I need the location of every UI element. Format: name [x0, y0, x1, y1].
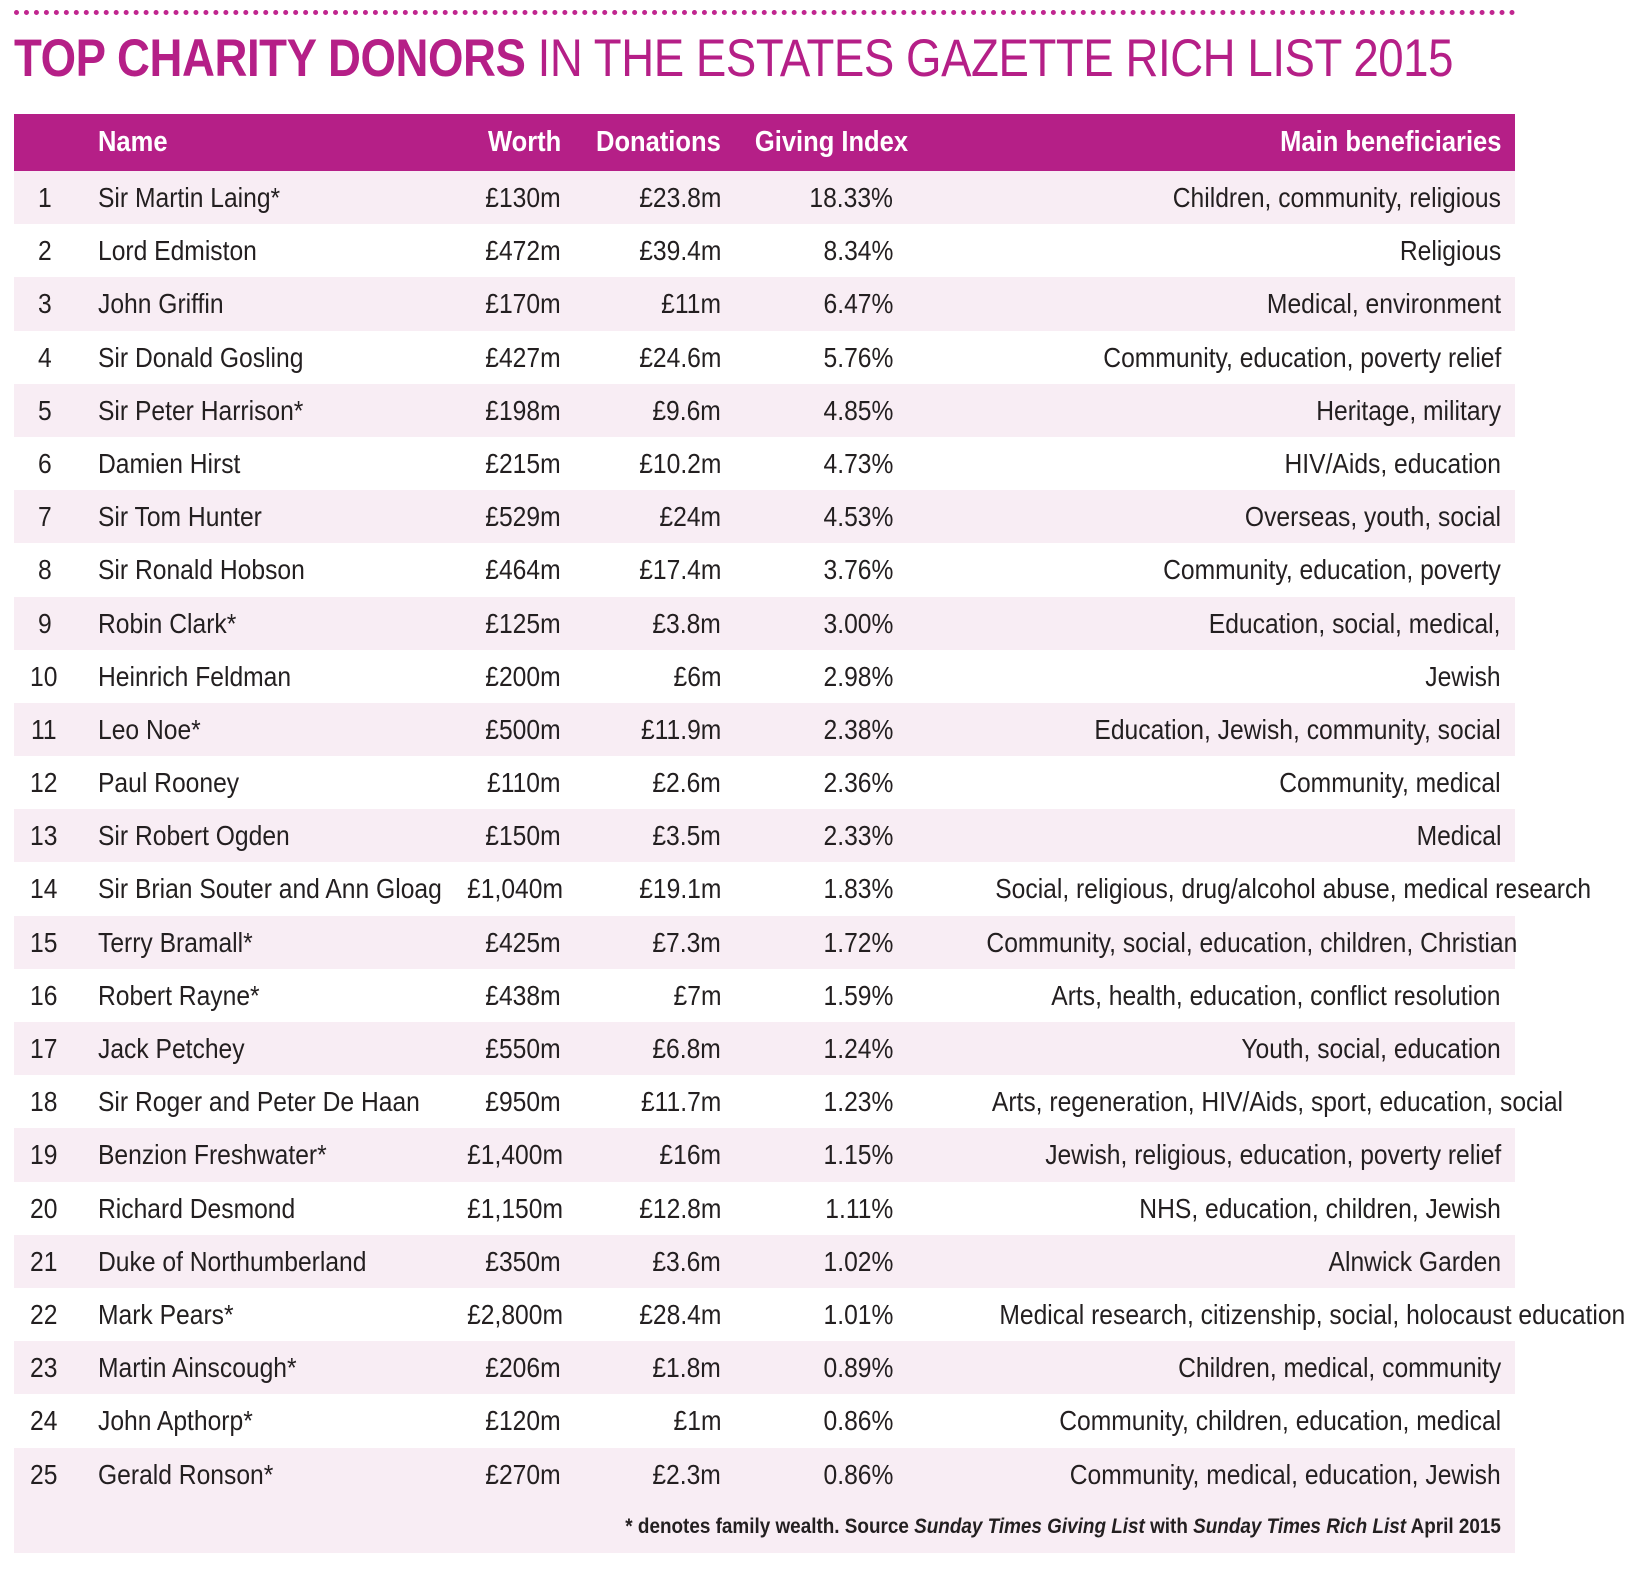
rank-cell: 11 — [31, 713, 58, 745]
donations-cell: £12.8m — [638, 1192, 721, 1224]
donations-cell: £19.1m — [638, 873, 721, 905]
giving-index-cell: 1.24% — [823, 1033, 893, 1064]
donations-cell: £6.8m — [652, 1033, 721, 1064]
donations-cell: £16m — [659, 1139, 721, 1171]
header-rank — [22, 114, 70, 171]
table-row — [14, 437, 1515, 490]
name-cell: Sir Roger and Peter De Haan — [98, 1086, 420, 1118]
table-row — [14, 384, 1515, 437]
table-row — [14, 916, 1518, 969]
worth-cell: £464m — [485, 554, 561, 586]
title-light: IN THE ESTATES GAZETTE RICH LIST 2015 — [525, 29, 1454, 88]
giving-index-cell: 1.83% — [823, 873, 893, 905]
donors-table — [14, 114, 1625, 1553]
footnote-source-giving-list: Sunday Times Giving List — [914, 1514, 1145, 1538]
name-cell: Mark Pears* — [98, 1298, 234, 1330]
beneficiaries-cell: Community, medical, education, Jewish — [1070, 1458, 1501, 1490]
table-row — [14, 969, 1515, 1022]
donations-cell: £10.2m — [638, 447, 721, 479]
header-donations: Donations — [596, 126, 721, 158]
worth-cell: £215m — [485, 447, 561, 479]
name-cell: Duke of Northumberland — [98, 1245, 367, 1277]
beneficiaries-cell: Heritage, military — [1316, 394, 1501, 426]
beneficiaries-cell: Arts, health, education, conflict resolution — [1051, 979, 1501, 1011]
table-row — [14, 756, 1515, 809]
rank-cell: 8 — [38, 554, 52, 586]
rank-cell: 22 — [30, 1298, 58, 1330]
beneficiaries-cell: Youth, social, education — [1241, 1033, 1501, 1064]
beneficiaries-cell: HIV/Aids, education — [1284, 447, 1501, 479]
rank-cell: 10 — [30, 660, 58, 692]
giving-index-cell: 4.53% — [823, 501, 893, 533]
name-cell: Damien Hirst — [98, 447, 241, 479]
worth-cell: £120m — [485, 1405, 561, 1437]
table-row — [14, 1128, 1515, 1181]
table-row — [14, 862, 1592, 915]
name-cell: John Griffin — [98, 288, 224, 320]
giving-index-cell: 1.59% — [823, 979, 893, 1011]
name-cell: Martin Ainscough* — [98, 1352, 297, 1384]
beneficiaries-cell: Medical research, citizenship, social, holocaust education — [999, 1298, 1625, 1330]
beneficiaries-cell: Jewish — [1425, 660, 1501, 692]
table-row — [14, 1288, 1625, 1341]
worth-cell: £206m — [485, 1352, 561, 1384]
giving-index-cell: 3.00% — [823, 607, 893, 639]
rank-cell: 5 — [38, 394, 52, 426]
donations-cell: £3.8m — [652, 607, 721, 639]
rank-cell: 9 — [38, 607, 52, 639]
beneficiaries-cell: Religious — [1399, 235, 1501, 267]
donations-cell: £9.6m — [652, 394, 721, 426]
table-row — [14, 1394, 1515, 1447]
name-cell: Lord Edmiston — [98, 235, 257, 267]
header-worth: Worth — [487, 126, 561, 158]
donations-cell: £3.5m — [652, 820, 721, 852]
table-row — [14, 809, 1515, 862]
rank-cell: 16 — [30, 979, 58, 1011]
giving-index-cell: 4.73% — [823, 447, 893, 479]
giving-index-cell: 2.36% — [823, 767, 893, 799]
rank-cell: 6 — [38, 447, 52, 479]
worth-cell: £125m — [485, 607, 561, 639]
table-row — [14, 1022, 1515, 1075]
name-cell: Gerald Ronson* — [98, 1458, 274, 1490]
worth-cell: £550m — [485, 1033, 561, 1064]
donations-cell: £28.4m — [638, 1298, 721, 1330]
rank-cell: 20 — [30, 1192, 58, 1224]
worth-cell: £270m — [485, 1458, 561, 1490]
table-row — [14, 224, 1515, 277]
worth-cell: £1,040m — [467, 873, 563, 905]
top-dotted-rule — [14, 10, 1516, 15]
title-bold: TOP CHARITY DONORS — [14, 29, 526, 88]
worth-cell: £130m — [485, 182, 561, 213]
beneficiaries-cell: Community, medical — [1279, 767, 1501, 799]
rank-cell: 2 — [38, 235, 52, 267]
giving-index-cell: 2.38% — [823, 713, 893, 745]
header-name: Name — [98, 126, 168, 158]
donations-cell: £11.7m — [640, 1086, 721, 1118]
beneficiaries-cell: Arts, regeneration, HIV/Aids, sport, education, social — [991, 1086, 1563, 1118]
giving-index-cell: 0.89% — [823, 1352, 893, 1384]
giving-index-cell: 8.34% — [823, 235, 893, 267]
rank-cell: 23 — [30, 1352, 58, 1384]
name-cell: Robin Clark* — [98, 607, 237, 639]
table-row — [14, 277, 1515, 330]
beneficiaries-cell: Education, Jewish, community, social — [1094, 713, 1501, 745]
table-row — [14, 1448, 1515, 1501]
donations-cell: £24.6m — [638, 341, 721, 373]
worth-cell: £198m — [485, 394, 561, 426]
table-row — [14, 1341, 1515, 1394]
name-cell: Sir Brian Souter and Ann Gloag — [98, 873, 442, 905]
rank-cell: 7 — [38, 501, 52, 533]
rank-cell: 24 — [30, 1405, 58, 1437]
beneficiaries-cell: Jewish, religious, education, poverty relief — [1044, 1139, 1501, 1171]
name-cell: Leo Noe* — [98, 713, 201, 745]
table-header-row — [14, 114, 1515, 171]
worth-cell: £425m — [485, 926, 561, 958]
footnote-source-rich-list: Sunday Times Rich List — [1193, 1514, 1407, 1538]
footnote-part-3: with — [1144, 1514, 1194, 1538]
giving-index-cell: 2.33% — [823, 820, 893, 852]
giving-index-cell: 5.76% — [823, 341, 893, 373]
table-row — [14, 171, 1515, 224]
giving-index-cell: 0.86% — [823, 1458, 893, 1490]
name-cell: John Apthorp* — [98, 1405, 253, 1437]
giving-index-cell: 0.86% — [823, 1405, 893, 1437]
table-row — [14, 703, 1515, 756]
beneficiaries-cell: Medical, environment — [1266, 288, 1501, 320]
rank-cell: 12 — [30, 767, 58, 799]
table-row — [14, 543, 1515, 596]
giving-index-cell: 18.33% — [809, 182, 893, 213]
beneficiaries-cell: NHS, education, children, Jewish — [1139, 1192, 1501, 1224]
rank-cell: 1 — [38, 182, 52, 213]
table-row — [14, 331, 1515, 384]
table-row — [14, 490, 1515, 543]
worth-cell: £1,150m — [467, 1192, 563, 1224]
rank-cell: 15 — [30, 926, 58, 958]
name-cell: Sir Robert Ogden — [98, 820, 290, 852]
giving-index-cell: 1.72% — [823, 926, 893, 958]
beneficiaries-cell: Children, medical, community — [1177, 1352, 1501, 1384]
donations-cell: £11m — [661, 288, 721, 320]
giving-index-cell: 1.23% — [823, 1086, 893, 1118]
donations-cell: £39.4m — [638, 235, 721, 267]
donations-cell: £17.4m — [638, 554, 721, 586]
rank-cell: 19 — [30, 1139, 58, 1171]
name-cell: Sir Donald Gosling — [98, 341, 304, 373]
rank-cell: 13 — [30, 820, 58, 852]
beneficiaries-cell: Community, education, poverty relief — [1102, 341, 1501, 373]
beneficiaries-cell: Overseas, youth, social — [1244, 501, 1501, 533]
name-cell: Sir Peter Harrison* — [98, 394, 304, 426]
rank-cell: 14 — [30, 873, 58, 905]
beneficiaries-cell: Medical — [1416, 820, 1501, 852]
table-row — [14, 1075, 1563, 1128]
name-cell: Heinrich Feldman — [98, 660, 292, 692]
donations-cell: £3.6m — [652, 1245, 721, 1277]
giving-index-cell: 2.98% — [823, 660, 893, 692]
name-cell: Richard Desmond — [98, 1192, 296, 1224]
name-cell: Robert Rayne* — [98, 979, 260, 1011]
donations-cell: £2.3m — [652, 1458, 721, 1490]
page-title — [14, 24, 1454, 94]
name-cell: Jack Petchey — [98, 1033, 245, 1064]
worth-cell: £110m — [487, 767, 561, 799]
worth-cell: £500m — [485, 713, 561, 745]
donations-cell: £1m — [673, 1405, 721, 1437]
giving-index-cell: 1.02% — [823, 1245, 893, 1277]
name-cell: Terry Bramall* — [98, 926, 253, 958]
name-cell: Sir Martin Laing* — [98, 182, 281, 213]
beneficiaries-cell: Community, education, poverty — [1163, 554, 1501, 586]
giving-index-cell: 1.11% — [824, 1192, 893, 1224]
donations-cell: £2.6m — [652, 767, 721, 799]
worth-cell: £472m — [485, 235, 561, 267]
header-main-beneficiaries: Main beneficiaries — [1279, 126, 1501, 158]
giving-index-cell: 1.15% — [823, 1139, 893, 1171]
beneficiaries-cell: Community, social, education, children, Christian — [986, 926, 1518, 958]
table-row — [14, 1182, 1515, 1235]
worth-cell: £427m — [485, 341, 561, 373]
beneficiaries-cell: Alnwick Garden — [1328, 1245, 1501, 1277]
donations-cell: £7m — [673, 979, 721, 1011]
rank-cell: 25 — [30, 1458, 58, 1490]
worth-cell: £438m — [485, 979, 561, 1011]
name-cell: Sir Ronald Hobson — [98, 554, 305, 586]
rank-cell: 21 — [30, 1245, 58, 1277]
donations-cell: £1.8m — [652, 1352, 721, 1384]
beneficiaries-cell: Children, community, religious — [1172, 182, 1501, 213]
name-cell: Sir Tom Hunter — [98, 501, 262, 533]
beneficiaries-cell: Education, social, medical, — [1209, 607, 1501, 639]
donations-cell: £7.3m — [652, 926, 721, 958]
worth-cell: £200m — [485, 660, 561, 692]
worth-cell: £950m — [485, 1086, 561, 1118]
worth-cell: £170m — [485, 288, 561, 320]
worth-cell: £529m — [485, 501, 561, 533]
donations-cell: £11.9m — [640, 713, 721, 745]
beneficiaries-cell: Community, children, education, medical — [1059, 1405, 1501, 1437]
giving-index-cell: 1.01% — [823, 1298, 893, 1330]
name-cell: Paul Rooney — [98, 767, 240, 799]
footnote-part-1: * denotes family wealth. Source — [625, 1514, 915, 1538]
giving-index-cell: 3.76% — [823, 554, 893, 586]
worth-cell: £1,400m — [467, 1139, 563, 1171]
rank-cell: 18 — [30, 1086, 58, 1118]
donations-cell: £23.8m — [638, 182, 721, 213]
footnote — [625, 1501, 1501, 1553]
table-body — [14, 171, 1625, 1501]
footnote-part-5: April 2015 — [1406, 1514, 1501, 1538]
footnote-row — [14, 1501, 1515, 1553]
header-giving-index: Giving Index — [754, 126, 909, 158]
rank-cell: 4 — [38, 341, 52, 373]
table-row — [14, 597, 1515, 650]
rank-cell: 17 — [30, 1033, 58, 1064]
donations-cell: £6m — [673, 660, 721, 692]
giving-index-cell: 4.85% — [823, 394, 893, 426]
rank-cell: 3 — [38, 288, 52, 320]
worth-cell: £350m — [485, 1245, 561, 1277]
table-row — [14, 650, 1515, 703]
donations-cell: £24m — [659, 501, 721, 533]
name-cell: Benzion Freshwater* — [98, 1139, 327, 1171]
worth-cell: £2,800m — [467, 1298, 563, 1330]
table-row — [14, 1235, 1515, 1288]
beneficiaries-cell: Social, religious, drug/alcohol abuse, medical research — [995, 873, 1592, 905]
worth-cell: £150m — [485, 820, 561, 852]
giving-index-cell: 6.47% — [823, 288, 893, 320]
